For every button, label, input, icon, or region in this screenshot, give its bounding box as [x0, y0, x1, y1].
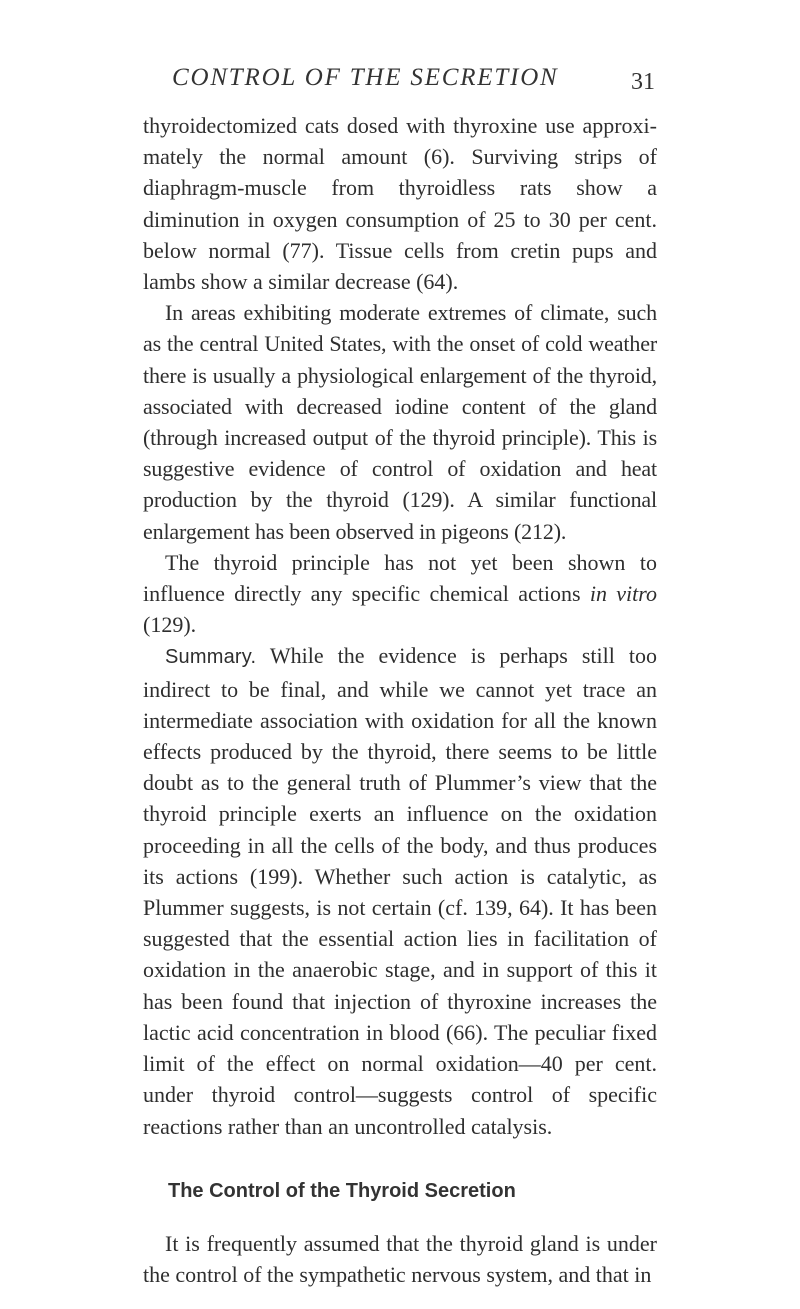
section-heading: The Control of the Thyroid Secretion: [168, 1179, 516, 1202]
summary-text: While the evidence is perhaps still too indirect to be final, and while we cannot yet trace an intermediate association with oxidation for all the known effects produced by the thyroid, there seems to be little doubt as to the general truth of Plummer’s view that the thyroid principle exerts an influence on the oxidation proceeding in all the cells of the body, and thus produces its actions (199). Whether such action is catalytic, as Plummer suggests, is not certain (cf. 139, 64). It has been suggested that the essential action lies in facilitation of oxidation in the anaerobic stage, and in support of this it has been found that injection of thyroxine increases the lactic acid concentration in blood (66). The peculiar fixed limit of the effect on normal oxidation—40 per cent. under thyroid control—suggests control of specific reactions rather than an uncontrolled catalysis.: [143, 643, 657, 1139]
paragraph-chemical-actions: [143, 547, 657, 641]
summary-paragraph: [143, 640, 657, 1141]
body-text: [143, 110, 657, 1290]
paragraph-oxidation-evidence: thyroidectomized cats dosed with thyroxine use approximately the normal amount (6). Surviving strips of diaphragm-muscle from thyroidless rats show a diminution in oxygen consumption of 25 to 30 per cent. below normal (77). Tissue cells from cretin pups and lambs show a similar decrease (64).: [143, 113, 657, 295]
paragraph-chemical-actions-text: The thyroid principle has not yet been shown to influence directly any specific chemical actions: [143, 549, 657, 607]
in-vitro-phrase: in vitro: [589, 581, 657, 607]
page-header: [172, 64, 655, 100]
running-title: CONTROL OF THE SECRETION: [172, 64, 559, 91]
paragraph-sympathetic-control: It is frequently assumed that the thyroid gland is under the control of the sympathetic nervous system, and that in: [143, 1230, 657, 1287]
paragraph-chemical-actions-citation: (129).: [143, 612, 197, 638]
page-number: 31: [631, 69, 655, 95]
paragraph-climate-enlargement: In areas exhibiting moderate extremes of climate, such as the central United States, with the onset of cold weather there is usually a physiological enlargement of the thyroid, associated with decreased iodine content of the gland (through increased output of the thyroid principle). This is suggestive evidence of control of oxidation and heat production by the thyroid (129). A similar functional enlargement has been observed in pigeons (212).: [143, 300, 657, 544]
summary-heading: Summary.: [165, 646, 257, 669]
